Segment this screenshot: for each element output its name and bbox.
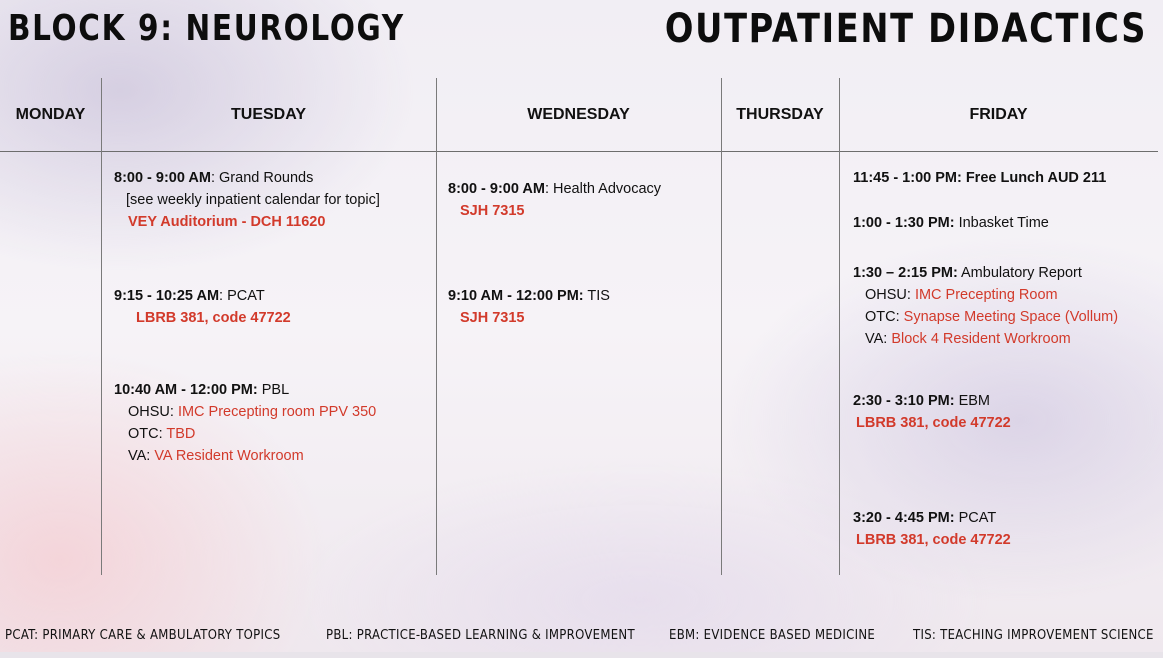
site-location: Synapse Meeting Space (Vollum) — [903, 309, 1119, 325]
wednesday-event-tis — [448, 285, 768, 329]
bottom-bar — [0, 652, 1163, 658]
tuesday-event-grand-rounds — [114, 167, 434, 233]
day-header-friday: FRIDAY — [969, 106, 1028, 123]
site-location: IMC Precepting room PPV 350 — [177, 404, 377, 420]
site-location: Block 4 Resident Workroom — [891, 331, 1071, 347]
site-label: OHSU: — [865, 287, 915, 303]
site-line — [114, 401, 434, 423]
site-label: VA: — [128, 448, 155, 464]
friday-event-ambulatory-report — [853, 262, 1163, 350]
legend-pbl: PBL: PRACTICE-BASED LEARNING & IMPROVEMENT — [326, 628, 635, 643]
event-location: VEY Auditorium - DCH 11620 — [128, 214, 326, 230]
header-divider — [0, 151, 1158, 152]
event-title: TIS — [583, 288, 610, 304]
site-label: VA: — [865, 331, 892, 347]
legend-tis: TIS: TEACHING IMPROVEMENT SCIENCE — [913, 628, 1154, 643]
event-title: : PCAT — [219, 288, 265, 304]
site-label: OTC: — [128, 426, 167, 442]
event-location: LBRB 381, code 47722 — [136, 310, 291, 326]
legend-ebm: EBM: EVIDENCE BASED MEDICINE — [669, 628, 876, 643]
site-line — [853, 306, 1163, 328]
column-divider — [839, 78, 840, 575]
column-divider — [101, 78, 102, 575]
event-title: PCAT — [954, 510, 997, 526]
page-subtitle: OUTPATIENT DIDACTICS — [664, 6, 1147, 52]
site-line — [853, 328, 1163, 350]
event-title: EBM — [954, 393, 990, 409]
friday-event-inbasket — [853, 212, 1163, 234]
site-line — [114, 445, 434, 467]
friday-event-ebm — [853, 390, 1163, 434]
friday-event-pcat — [853, 507, 1163, 551]
event-time: 9:15 - 10:25 AM — [114, 288, 220, 304]
site-location: IMC Precepting Room — [914, 287, 1058, 303]
event-title: : Health Advocacy — [544, 181, 662, 197]
event-time: 2:30 - 3:10 PM: — [853, 393, 955, 409]
event-location: LBRB 381, code 47722 — [856, 415, 1011, 431]
event-location: SJH 7315 — [460, 310, 525, 326]
event-location: LBRB 381, code 47722 — [856, 532, 1011, 548]
event-title: 11:45 - 1:00 PM: Free Lunch AUD 211 — [853, 170, 1107, 186]
event-title: Ambulatory Report — [957, 265, 1082, 281]
event-location: SJH 7315 — [460, 203, 525, 219]
page-title: BLOCK 9: NEUROLOGY — [8, 8, 405, 49]
event-time: 3:20 - 4:45 PM: — [853, 510, 955, 526]
day-header-thursday: THURSDAY — [736, 106, 824, 123]
column-divider — [436, 78, 437, 575]
event-time: 10:40 AM - 12:00 PM: — [114, 382, 258, 398]
site-location: VA Resident Workroom — [154, 448, 304, 464]
event-title: PBL — [257, 382, 290, 398]
event-time: 1:00 - 1:30 PM: — [853, 215, 955, 231]
day-header-wednesday: WEDNESDAY — [527, 106, 630, 123]
friday-event-lunch — [853, 167, 1163, 189]
event-time: 9:10 AM - 12:00 PM: — [448, 288, 584, 304]
legend-pcat: PCAT: PRIMARY CARE & AMBULATORY TOPICS — [5, 628, 281, 643]
event-title: : Grand Rounds — [210, 170, 314, 186]
site-label: OHSU: — [128, 404, 178, 420]
site-label: OTC: — [865, 309, 904, 325]
event-time: 1:30 – 2:15 PM: — [853, 265, 958, 281]
day-header-tuesday: TUESDAY — [231, 106, 306, 123]
event-time: 8:00 - 9:00 AM — [114, 170, 211, 186]
site-location: TBD — [166, 426, 196, 442]
site-line — [114, 423, 434, 445]
event-title: Inbasket Time — [954, 215, 1049, 231]
site-line — [853, 284, 1163, 306]
event-note: [see weekly inpatient calendar for topic] — [126, 192, 380, 208]
event-time: 8:00 - 9:00 AM — [448, 181, 545, 197]
day-header-monday: MONDAY — [15, 106, 86, 123]
tuesday-event-pcat — [114, 285, 434, 329]
wednesday-event-health-advocacy — [448, 178, 768, 222]
tuesday-event-pbl — [114, 379, 434, 467]
